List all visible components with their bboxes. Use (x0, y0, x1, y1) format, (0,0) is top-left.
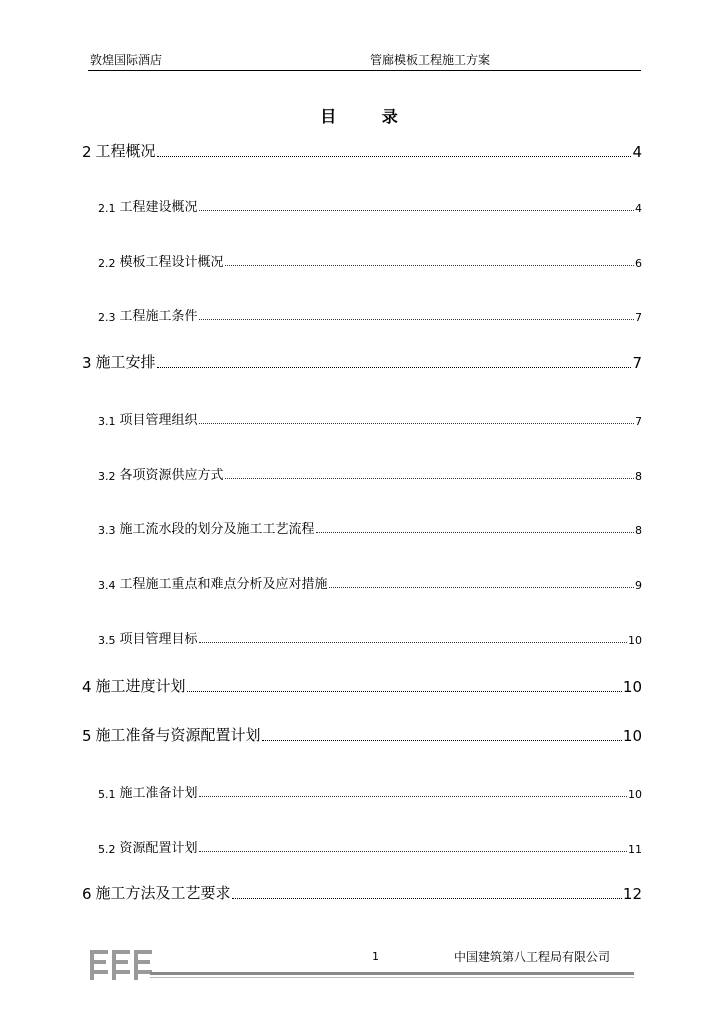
toc-entry-page: 10 (622, 678, 642, 696)
dot-leader (199, 210, 634, 211)
dot-leader (199, 796, 627, 797)
toc-entry-page: 4 (632, 143, 642, 161)
toc-entry-2-3[interactable] (98, 306, 642, 324)
toc-entry-title: 工程施工条件 (119, 309, 198, 324)
toc-entry-page: 10 (622, 727, 642, 745)
footer-rule-thin (150, 977, 634, 978)
toc-entry-3-2[interactable] (98, 465, 642, 483)
toc-heading: 目 录 (320, 107, 418, 126)
dot-leader (199, 319, 634, 320)
toc-entry-page: 8 (635, 524, 642, 537)
toc-entry-number: 3.2 (98, 470, 116, 483)
toc-entry-title: 施工安排 (95, 353, 156, 371)
toc-entry-4[interactable] (82, 676, 642, 696)
toc-entry-title: 施工方法及工艺要求 (95, 884, 231, 902)
toc-entry-3-4[interactable] (98, 574, 642, 592)
page-number: 1 (372, 950, 379, 963)
toc-entry-3[interactable] (82, 352, 642, 372)
toc-entry-number: 3.1 (98, 415, 116, 428)
dot-leader (157, 367, 632, 368)
toc-entry-page: 6 (635, 257, 642, 270)
footer-rule (150, 972, 634, 975)
toc-entry-number: 3 (82, 354, 92, 372)
toc-entry-page: 12 (622, 885, 642, 903)
toc-entry-title: 各项资源供应方式 (119, 468, 224, 483)
toc-entry-title: 工程概况 (95, 142, 156, 160)
dot-leader (225, 265, 634, 266)
toc-entry-title: 施工流水段的划分及施工工艺流程 (119, 522, 315, 537)
page-header (88, 52, 641, 71)
toc-entry-number: 5.2 (98, 843, 116, 856)
toc-entry-title: 资源配置计划 (119, 841, 198, 856)
toc-entry-2[interactable] (82, 141, 642, 161)
toc-entry-number: 3.5 (98, 634, 116, 647)
toc-entry-page: 7 (635, 311, 642, 324)
toc-entry-title: 项目管理组织 (119, 413, 198, 428)
toc-entry-title: 项目管理目标 (119, 632, 198, 647)
dot-leader (199, 851, 627, 852)
toc-entry-number: 2.2 (98, 257, 116, 270)
toc-entry-number: 4 (82, 678, 92, 696)
dot-leader (157, 156, 632, 157)
header-project-name: 敦煌国际酒店 (90, 53, 163, 67)
toc-entry-3-1[interactable] (98, 410, 642, 428)
toc-entry-5[interactable] (82, 725, 642, 745)
toc-entry-number: 5 (82, 727, 92, 745)
dot-leader (225, 478, 634, 479)
dot-leader (232, 898, 622, 899)
toc-entry-title: 工程施工重点和难点分析及应对措施 (119, 577, 328, 592)
toc-entry-number: 3.3 (98, 524, 116, 537)
dot-leader (187, 691, 622, 692)
toc-entry-number: 3.4 (98, 579, 116, 592)
toc-entry-3-5[interactable] (98, 629, 642, 647)
toc-entry-2-2[interactable] (98, 252, 642, 270)
toc-entry-page: 11 (628, 843, 642, 856)
toc-entry-number: 2.1 (98, 202, 116, 215)
company-name: 中国建筑第八工程局有限公司 (454, 950, 611, 964)
toc-entry-5-2[interactable] (98, 838, 642, 856)
toc-entry-title: 模板工程设计概况 (119, 255, 224, 270)
dot-leader (329, 587, 634, 588)
toc-entry-number: 2.3 (98, 311, 116, 324)
toc-entry-page: 4 (635, 202, 642, 215)
toc-entry-page: 8 (635, 470, 642, 483)
toc-entry-page: 10 (628, 634, 642, 647)
toc-entry-page: 9 (635, 579, 642, 592)
toc-entry-page: 7 (632, 354, 642, 372)
toc-entry-page: 7 (635, 415, 642, 428)
dot-leader (199, 423, 634, 424)
toc-entry-number: 2 (82, 143, 92, 161)
toc-entry-5-1[interactable] (98, 783, 642, 801)
cscec-logo-icon (88, 946, 154, 984)
dot-leader (199, 642, 627, 643)
toc-entry-3-3[interactable] (98, 519, 642, 537)
toc-entry-6[interactable] (82, 883, 642, 903)
toc-entry-number: 6 (82, 885, 92, 903)
toc-entry-title: 施工进度计划 (95, 677, 186, 695)
dot-leader (316, 532, 634, 533)
toc-entry-title: 施工准备与资源配置计划 (95, 726, 261, 744)
toc-entry-2-1[interactable] (98, 197, 642, 215)
toc-entry-title: 施工准备计划 (119, 786, 198, 801)
toc-entry-title: 工程建设概况 (119, 200, 198, 215)
dot-leader (262, 740, 622, 741)
toc-entry-number: 5.1 (98, 788, 116, 801)
toc-entry-page: 10 (628, 788, 642, 801)
header-document-title: 管廊模板工程施工方案 (370, 53, 491, 67)
